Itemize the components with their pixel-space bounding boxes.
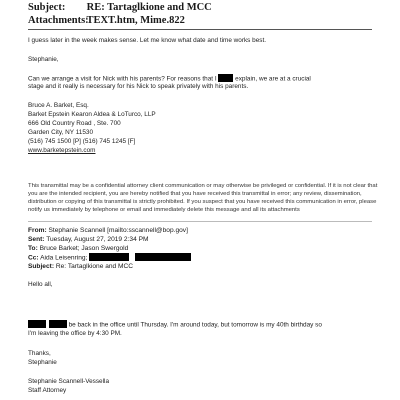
reply-line-1: I guess later in the week makes sense. Let me know what date and time works best.	[28, 37, 266, 44]
forward-cc-value: Aida Leisenring;	[40, 254, 88, 262]
redaction-block	[135, 253, 191, 261]
forward-sent-value: Tuesday, August 27, 2019 2:34 PM	[46, 236, 149, 243]
attachments-value[interactable]: TEXT.htm, Mime.822	[86, 15, 185, 26]
original-signature-title: Staff Attorney	[28, 387, 67, 394]
forward-subject-value: Re: Tartaglkione and MCC	[55, 263, 134, 270]
forward-cc-label: Cc:	[28, 254, 39, 262]
forward-from-row	[28, 226, 188, 235]
signature-phone: (516) 745 1500 [P] (516) 745 1245 [F]	[28, 138, 136, 145]
forward-sent-row	[28, 235, 148, 244]
forward-subject-label: Subject:	[28, 263, 55, 270]
redaction-block	[89, 253, 129, 261]
forward-from-label: From:	[28, 227, 47, 234]
signature-website-link[interactable]: www.barketepstein.com	[28, 147, 96, 154]
subject-label: Subject:	[28, 2, 66, 13]
subject-row	[28, 2, 212, 14]
reply-para-part-b: explain, we are at a crucial	[235, 75, 311, 83]
original-body-line-2: I'm leaving the office by 4:30 PM.	[28, 330, 122, 337]
redaction-block	[28, 320, 46, 328]
confidentiality-disclaimer: This transmittal may be a confidential attorney client communication or may otherwise be privileged or confidential. If it is not clear that you are the intended recipient, you are hereby notified that you have received this transmittal in error; any review, dissemination, distribution or copying of this transmittal is strictly prohibited. If you suspect that you have received this communication in error, please notify us immediately by telephone or email and immediately delete this message and all its attachments	[28, 183, 378, 214]
forward-subject-row	[28, 262, 133, 271]
original-body-part-a: be back in the office until Thursday. I'm around today, but tomorrow is my 40th birthday so	[68, 321, 322, 329]
original-closing: Thanks,	[28, 350, 51, 357]
reply-para-part-a: Can we arrange a visit for Nick with his parents? For reasons that I	[28, 75, 217, 83]
original-body-line-1	[28, 320, 322, 330]
forward-divider	[28, 221, 372, 222]
reply-salutation: Stephanie,	[28, 56, 59, 63]
attachments-label: Attachments:	[28, 15, 89, 26]
original-greeting: Hello all,	[28, 281, 53, 288]
original-signature-name: Stephanie Scannell-Vessella	[28, 378, 110, 385]
forward-to-label: To:	[28, 245, 38, 252]
signature-firm: Barket Epstein Kearon Aldea & LoTurco, LLP	[28, 111, 156, 118]
forward-to-row	[28, 244, 128, 253]
redaction-block	[218, 74, 233, 82]
redaction-block	[49, 320, 67, 328]
signature-address-1: 666 Old Country Road , Ste. 700	[28, 120, 121, 127]
forward-from-value: Stephanie Scannell [mailto:sscannell@bop.gov]	[48, 227, 188, 234]
signature-address-2: Garden City, NY 11530	[28, 129, 94, 136]
original-closing-name: Stephanie	[28, 359, 57, 366]
signature-name: Bruce A. Barket, Esq.	[28, 102, 89, 109]
reply-paragraph-line-2: stage and it really is necessary for his Nick to speak privately with his parents.	[28, 83, 249, 90]
forward-sent-label: Sent:	[28, 236, 45, 243]
forward-to-value: Bruce Barket; Jason Swergold	[39, 245, 129, 252]
subject-value: RE: Tartaglkione and MCC	[86, 2, 212, 13]
attachments-row	[28, 15, 185, 27]
header-divider	[28, 29, 372, 30]
